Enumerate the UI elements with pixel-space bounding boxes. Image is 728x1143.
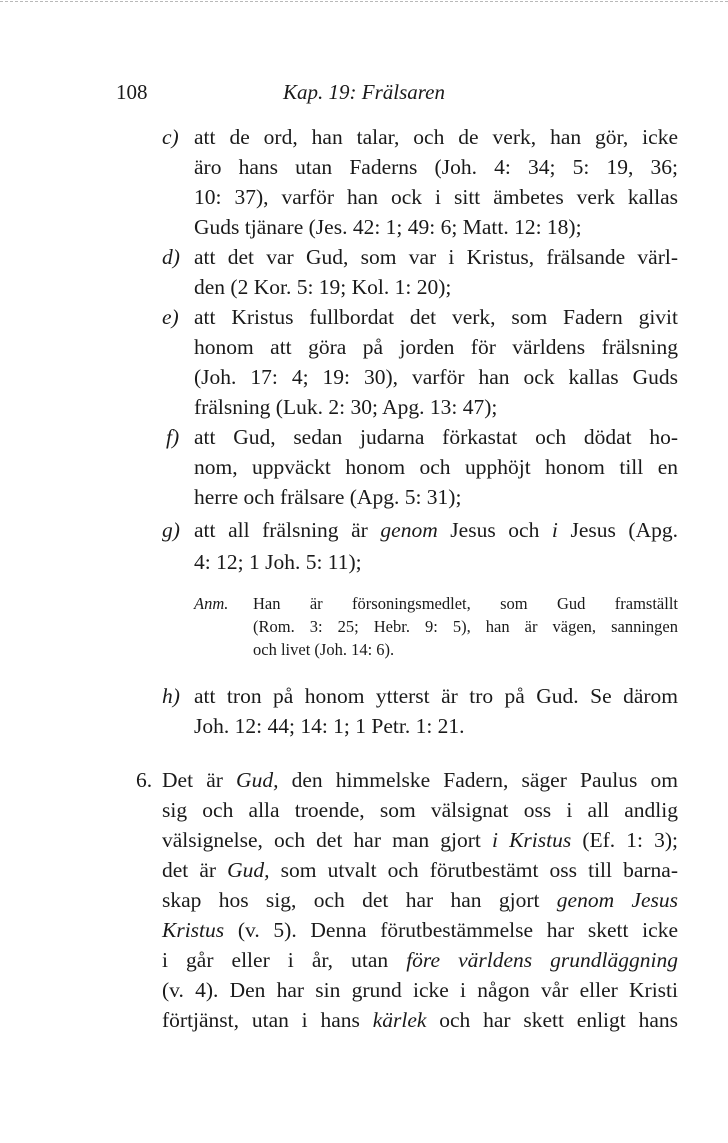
paragraph-line — [162, 768, 678, 793]
emphasis: kärlek — [372, 1008, 427, 1032]
item-d-line: att det var Gud, som var i Kristus, frälsande värl- — [194, 245, 678, 269]
paragraph-line — [162, 1008, 678, 1033]
paragraph-line: sig och alla troende, som välsignat oss i all andlig — [162, 798, 678, 822]
item-label-d: d) — [162, 245, 180, 269]
emphasis: Gud, — [236, 768, 279, 792]
emphasis: i Kristus — [491, 828, 572, 852]
item-f-line: herre och frälsare (Apg. 5: 31); — [194, 485, 462, 509]
note-label — [194, 594, 228, 614]
item-e-line: att Kristus fullbordat det verk, som Fadern givit — [194, 305, 678, 329]
item-c-line: att de ord, han talar, och de verk, han gör, icke — [194, 125, 678, 149]
item-c-line: 10: 37), varför han ock i sitt ämbetes verk kallas — [194, 185, 678, 209]
item-g-line: 4: 12; 1 Joh. 5: 11); — [194, 550, 362, 574]
text-run: Jesus (Apg. — [557, 518, 678, 542]
paragraph-line: (v. 4). Den har sin grund icke i någon vår eller Kristi — [162, 978, 678, 1002]
text-run: (v. 5). Denna förutbestämmelse har skett icke — [224, 918, 678, 942]
paragraph-line — [162, 888, 678, 913]
running-header — [0, 80, 728, 110]
paragraph-line — [162, 858, 678, 883]
paragraph-number: 6. — [136, 768, 153, 792]
note-line: (Rom. 3: 25; Hebr. 9: 5), han är vägen, sanningen — [253, 617, 678, 636]
item-label-g: g) — [162, 518, 180, 542]
paragraph-line — [162, 828, 678, 853]
paragraph-line — [162, 948, 678, 973]
emphasis: i — [551, 518, 558, 542]
item-c-line: äro hans utan Faderns (Joh. 4: 34; 5: 19, 36; — [194, 155, 678, 179]
emphasis: före världens grundläggning — [406, 948, 678, 972]
item-h-line: att tron på honom ytterst är tro på Gud. Se därom — [194, 684, 678, 708]
text-run: Det är — [162, 768, 237, 792]
running-title: Kap. 19: Frälsaren — [283, 80, 445, 104]
page-number: 108 — [116, 80, 148, 104]
note-label-text: Anm. — [194, 594, 229, 613]
item-e-line: (Joh. 17: 4; 19: 30), varför han ock kallas Guds — [194, 365, 678, 389]
text-run: det är — [162, 858, 228, 882]
emphasis: genom Jesus — [556, 888, 678, 912]
item-h-line: Joh. 12: 44; 14: 1; 1 Petr. 1: 21. — [194, 714, 465, 738]
item-d-line: den (2 Kor. 5: 19; Kol. 1: 20); — [194, 275, 452, 299]
text-run: (Ef. 1: 3); — [571, 828, 678, 852]
text-run: förtjänst, utan i hans — [162, 1008, 373, 1032]
emphasis: genom — [380, 518, 438, 542]
scan-top-edge — [0, 1, 728, 2]
emphasis: Gud, — [227, 858, 270, 882]
text-run: att all frälsning är — [194, 518, 381, 542]
item-e-line: frälsning (Luk. 2: 30; Apg. 13: 47); — [194, 395, 498, 419]
note-line: Han är försoningsmedlet, som Gud framställt — [253, 594, 678, 613]
text-run: välsignelse, och det har man gjort — [162, 828, 492, 852]
text-run: som utvalt och förutbestämt oss till barna- — [269, 858, 679, 882]
paragraph-line — [162, 918, 678, 943]
item-g-line — [194, 518, 678, 543]
note-line: och livet (Joh. 14: 6). — [253, 640, 395, 659]
item-label-h: h) — [162, 684, 180, 708]
item-label-f: f) — [166, 425, 180, 449]
text-run: den himmelske Fadern, säger Paulus om — [278, 768, 678, 792]
text-run: i går eller i år, utan — [162, 948, 407, 972]
item-c-line: Guds tjänare (Jes. 42: 1; 49: 6; Matt. 12: 18); — [194, 215, 582, 239]
item-f-line: att Gud, sedan judarna förkastat och dödat ho- — [194, 425, 678, 449]
emphasis: Kristus — [162, 918, 225, 942]
item-label-c: c) — [162, 125, 179, 149]
text-run: och har skett enligt hans — [426, 1008, 678, 1032]
item-e-line: honom att göra på jorden för världens frälsning — [194, 335, 678, 359]
item-f-line: nom, uppväckt honom och upphöjt honom till en — [194, 455, 678, 479]
item-label-e: e) — [162, 305, 179, 329]
text-run: Jesus och — [437, 518, 552, 542]
text-run: skap hos sig, och det har han gjort — [162, 888, 557, 912]
